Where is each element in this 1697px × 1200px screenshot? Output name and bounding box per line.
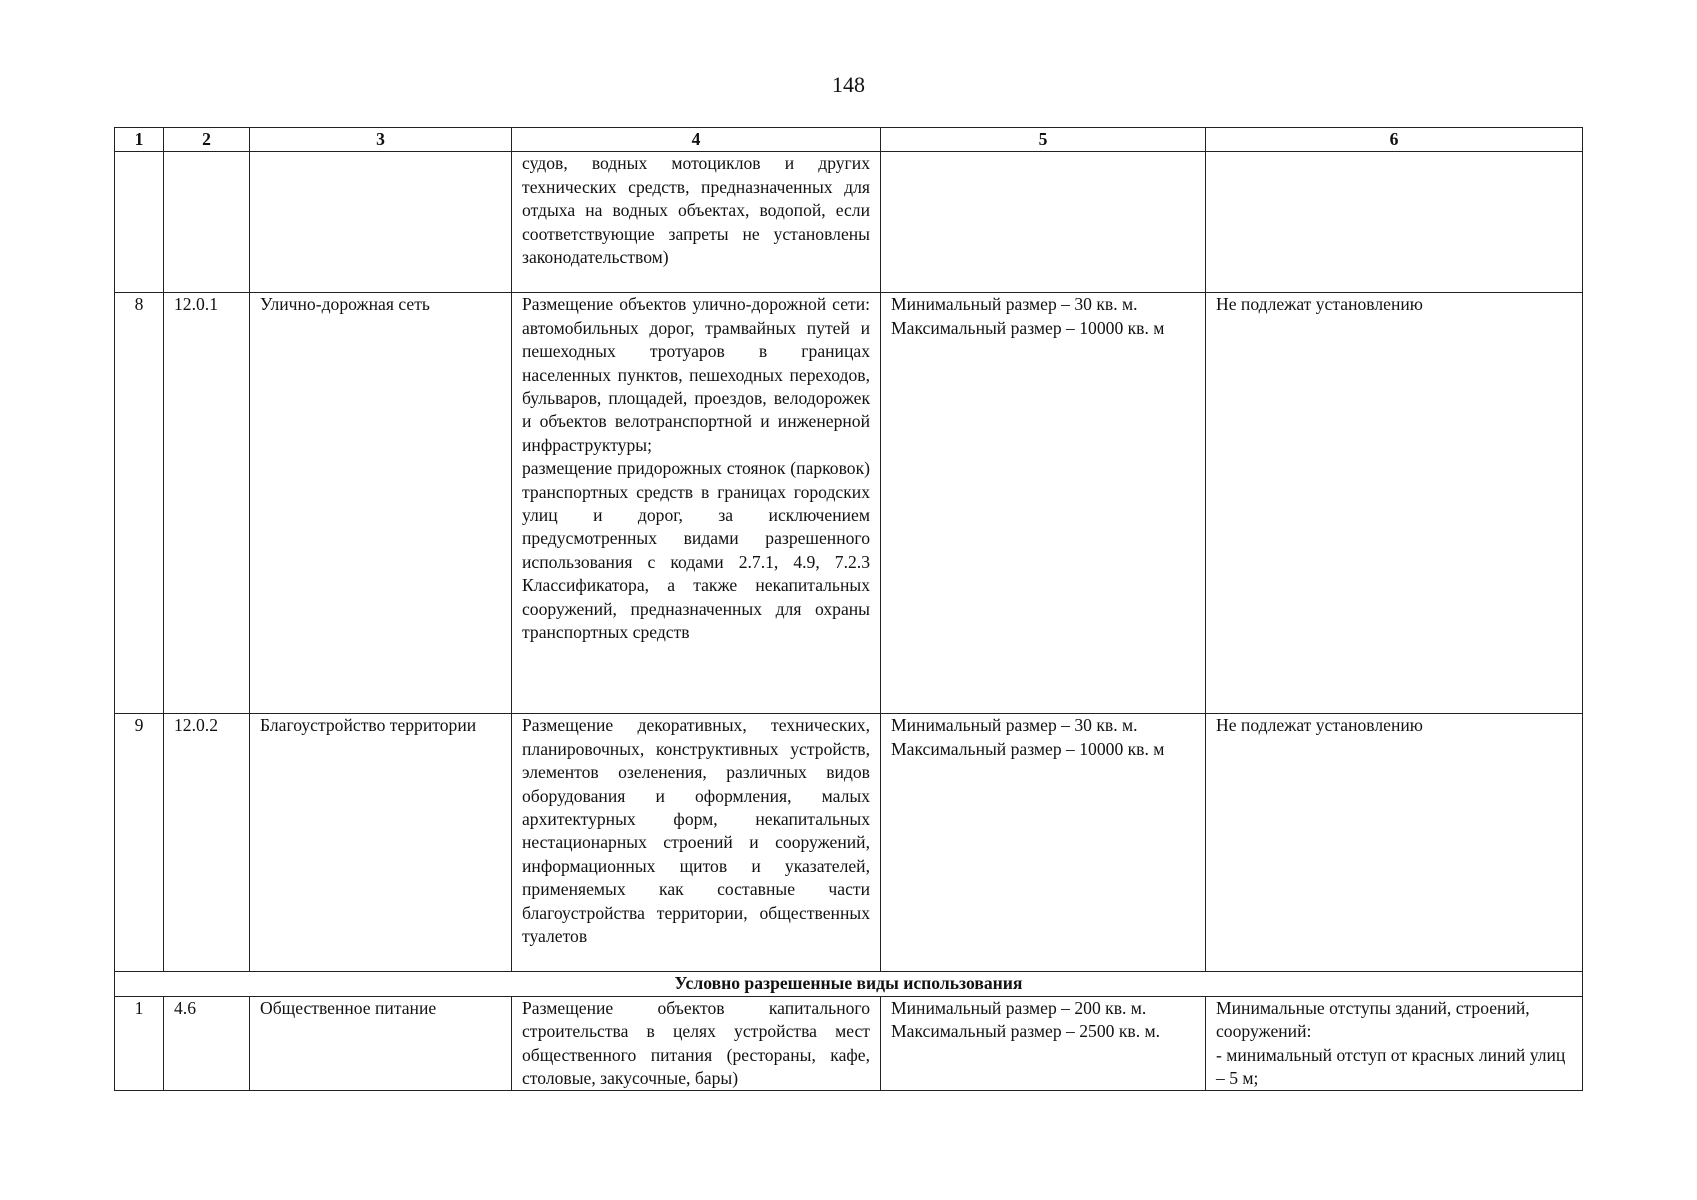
column-header: 3 [250, 128, 512, 152]
row-code: 12.0.2 [164, 714, 250, 972]
row-description-text: судов, водных мотоциклов и других технических средств, предназначенных для отдыха на водных объектах, водопой, если соответствующие запреты не установлены законодательством) [522, 153, 870, 268]
row-plot-size [881, 152, 1206, 293]
row-description-text: Размещение объектов улично-дорожной сети: автомобильных дорог, трамвайных путей и пешеходных тротуаров в границах населенных пунктов, пешеходных переходов, бульваров, площадей, проездов, велодорожек и объектов велотранспортной и инженерной инфраструктуры; размещение придорожных стоянок (парковок) транспортных средств в границах городских улиц и дорог, за исключением предусмотренных видами разрешенного использования с кодами 2.7.1, 4.9, 7.2.3 Классификатора, а также некапитальных сооружений, предназначенных для охраны транспортных средств [522, 294, 870, 643]
row-number: 8 [115, 293, 164, 714]
row-code [164, 152, 250, 293]
table-row [115, 293, 1583, 714]
row-description-text: Размещение декоративных, технических, планировочных, конструктивных устройств, элементов озеленения, различных видов оборудования и оформления, малых архитектурных форм, некапитальных нестационарных строений и сооружений, информационных щитов и указателей, применяемых как составные части благоустройства территории, общественных туалетов [522, 715, 870, 947]
row-plot-size: Минимальный размер – 30 кв. м. Максимальный размер – 10000 кв. м [881, 714, 1206, 972]
row-limits [1206, 152, 1583, 293]
row-code: 4.6 [164, 996, 250, 1091]
section-row [115, 972, 1583, 996]
row-name: Благоустройство территории [250, 714, 512, 972]
column-header: 6 [1206, 128, 1583, 152]
row-limits: Не подлежат установлению [1206, 714, 1583, 972]
row-code: 12.0.1 [164, 293, 250, 714]
row-limits: Минимальные отступы зданий, строений, сооружений: - минимальный отступ от красных линий улиц – 5 м; [1206, 996, 1583, 1091]
column-header: 1 [115, 128, 164, 152]
column-header: 4 [512, 128, 881, 152]
page-number: 148 [832, 72, 865, 97]
row-name: Общественное питание [250, 996, 512, 1091]
table-row [115, 152, 1583, 293]
row-name: Улично-дорожная сеть [250, 293, 512, 714]
column-header: 2 [164, 128, 250, 152]
section-title: Условно разрешенные виды использования [115, 972, 1583, 996]
table-header-row [115, 128, 1583, 152]
row-description-text: Размещение объектов капитального строительства в целях устройства мест общественного питания (рестораны, кафе, столовые, закусочные, бары) [522, 997, 870, 1089]
row-description [512, 293, 881, 714]
row-plot-size: Минимальный размер – 200 кв. м. Максимальный размер – 2500 кв. м. [881, 996, 1206, 1091]
row-limits: Не подлежат установлению [1206, 293, 1583, 714]
row-number: 1 [115, 996, 164, 1091]
row-description [512, 996, 881, 1091]
row-number [115, 152, 164, 293]
row-description [512, 714, 881, 972]
row-plot-size: Минимальный размер – 30 кв. м. Максимальный размер – 10000 кв. м [881, 293, 1206, 714]
table-row [115, 996, 1583, 1091]
land-use-table [114, 127, 1583, 1091]
row-name [250, 152, 512, 293]
row-number: 9 [115, 714, 164, 972]
column-header: 5 [881, 128, 1206, 152]
row-description [512, 152, 881, 293]
table-row [115, 714, 1583, 972]
